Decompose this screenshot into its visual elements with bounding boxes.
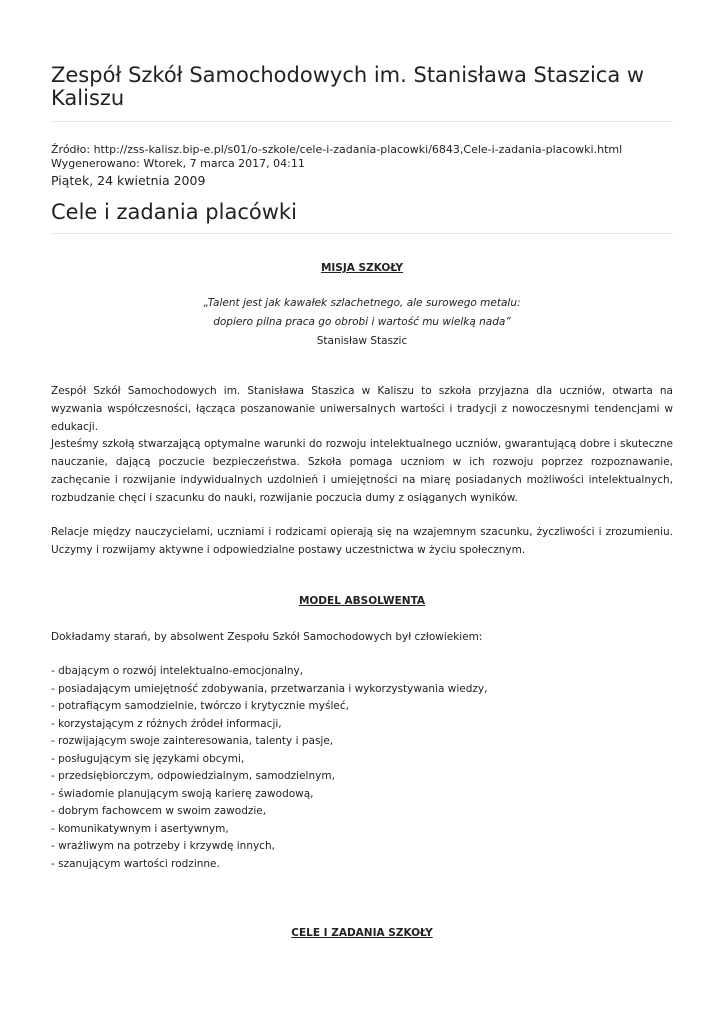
graduate-traits-list [51, 663, 673, 873]
source-url: Źródło: http://zss-kalisz.bip-e.pl/s01/o-szkole/cele-i-zadania-placowki/6843,Cele-i-zadania-placowki.html [51, 143, 623, 156]
list-item: - wrażliwym na potrzeby i krzywdę innych, [51, 840, 275, 852]
title-divider [51, 233, 673, 234]
list-item: - dobrym fachowcem w swoim zawodzie, [51, 805, 267, 817]
generated-date: Wygenerowano: Wtorek, 7 marca 2017, 04:11 [51, 157, 305, 170]
mission-paragraph-2: Jesteśmy szkołą stwarzającą optymalne warunki do rozwoju intelektualnego uczniów, gwarantującą dobre i skuteczne nauczanie, dającą poczucie bezpieczeństwa. Szkoła pomaga uczniom w ich rozwoju poprzez rozpoznawanie, zachęcanie i rozwijanie indywidualnych uzdolnień i umiejętności na miarę posiadanych możliwości intelektualnych, rozbudzanie chęci i szacunku do nauki, rozwijanie poczucia dumy z osiąganych wyników. [51, 438, 673, 504]
publish-date: Piątek, 24 kwietnia 2009 [51, 173, 206, 188]
list-item: - szanującym wartości rodzinne. [51, 857, 220, 870]
list-item: - posługującym się językami obcymi, [51, 752, 245, 765]
quote-line-2: dopiero pilna praca go obrobi i wartość mu wielką nada” [213, 316, 511, 328]
list-item: - rozwijającym swoje zainteresowania, talenty i pasje, [51, 735, 334, 747]
list-item: - świadomie planującym swoją karierę zawodową, [51, 787, 314, 800]
list-item: - korzystającym z różnych źródeł informacji, [51, 717, 282, 730]
mission-paragraph-1: Zespół Szkół Samochodowych im. Stanisława Staszica w Kaliszu to szkoła przyjazna dla uczniów, otwarta na wyzwania współczesności, łącząca poszanowanie uniwersalnych wartości i tradycji z nowoczesnymi tendencjami w edukacji. [51, 385, 673, 433]
org-title: Zespół Szkół Samochodowych im. Stanisława Staszica w Kaliszu [51, 63, 645, 110]
graduate-intro: Dokładamy starań, by absolwent Zespołu Szkół Samochodowych był człowiekiem: [51, 631, 483, 643]
list-item: - komunikatywnym i asertywnym, [51, 822, 229, 835]
list-item: - przedsiębiorczym, odpowiedzialnym, samodzielnym, [51, 770, 335, 782]
graduate-heading: MODEL ABSOLWENTA [298, 595, 426, 607]
page-title: Cele i zadania placówki [51, 200, 297, 224]
list-item: - potrafiącym samodzielnie, twórczo i krytycznie myśleć, [51, 700, 349, 712]
mission-paragraph-3: Relacje między nauczycielami, uczniami i rodzicami opierają się na wzajemnym szacunku, życzliwości i zrozumieniu. Uczymy i rozwijamy aktywne i odpowiedzialne postawy uczestnictwa w życiu społecznym. [51, 526, 673, 556]
list-item: - posiadającym umiejętność zdobywania, przetwarzania i wykorzystywania wiedzy, [51, 682, 488, 695]
mission-quote [51, 294, 673, 351]
quote-author: Stanisław Staszic [316, 335, 408, 347]
list-item: - dbającym o rozwój intelektualno-emocjonalny, [51, 665, 304, 677]
goals-heading: CELE I ZADANIA SZKOŁY [291, 927, 433, 939]
header-divider [51, 121, 673, 122]
mission-heading: MISJA SZKOŁY [320, 262, 404, 274]
quote-line-1: „Talent jest jak kawałek szlachetnego, ale surowego metalu: [203, 297, 521, 309]
